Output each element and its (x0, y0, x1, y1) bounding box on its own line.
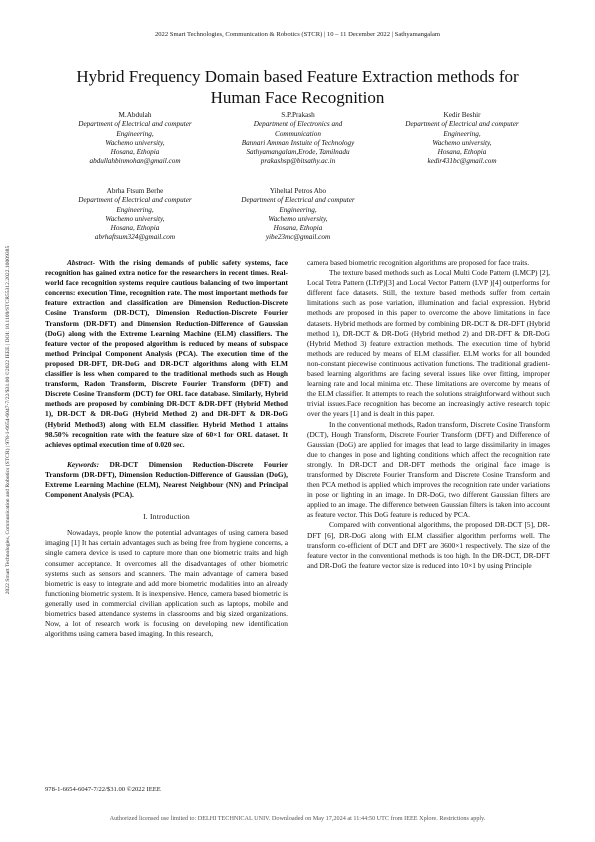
author-location: Sathyamangalam,Erode, Tamilnadu (246, 148, 350, 157)
footer-price-line: 978-1-6654-6047-7/22/$31.00 ©2022 IEEE (45, 786, 161, 793)
author-dept: Department of Electrical and computer (78, 196, 192, 205)
right-paragraph-2: The texture based methods such as Local Multi Code Pattern (LMCP) [2], Local Tetra Pattern (LTrP)[3] and Local Vector Pattern (LVP )[4] outperforms for different face datasets. Still, the texture based methods suffer from certain limitations such as pose variation, illumination and facial expression. Hybrid methods are proposed in this paper to overcome the above limitations in face datasets. Hybrid methods are formed by combining DR-DCT & DR-DFT (Hybrid method 1), DR-DCT & DR-DoG (Hybrid method 2) and DR-DFT & DR-DoG (Hybrid Method 3) feature extraction methods. The execution time of hybrid methods are reduced by means of ELM classifier. ELM works for all bounded non-constant piecewise continuous activation functions. The traditional gradient-based learning algorithms are facing several issues like over fitting, improper learning rate and local minima etc. These limitations are overcome by means of the ELM classifier. It attempts to reach the solutions straightforward without such trivial issues.Face recognition has become an increasingly active research topic over the years [1] and is dealt in this paper. (307, 268, 550, 419)
intro-paragraph: Nowadays, people know the potential advantages of using camera based imaging [1] It has certain advantages such as being free from hygiene concerns, a single camera device is used to capture more than one biometric traits and high consumer acceptance. It overcomes all the disadvantages of other biometric systems such as sensors and scanners. The main advantage of camera based biometric is easy to integrate and add more biometric modalities into an already functioning biometric system. It is inexpensive. Hence, camera based biometric is generally used in commercial civilian application such as laptops, mobile and biometrics based attendance systems in classrooms and big sized organizations. Now, a lot of research work is focusing on developing new identification algorithms using camera based imaging. In this research, (45, 528, 288, 639)
abstract-text: - With the rising demands of public safety systems, face recognition has gained extra notice for the researchers in recent times. Real-world face recognition systems require cautious balancing of two important concerns: execution Time, recognition rate. The most important methods for feature extraction and classification are Dimension Reduction-Discrete Cosine Transform (DR-DCT), Dimension Reduction-Discrete Fourier Transform (DR-DFT) and Dimension Reduction-Difference of Gaussian (DoG) along with the Extreme Learning Machine (ELM) classifiers. The feature vector of the proposed algorithm is reduced by means of subspace method Principal Component Analysis (PCA). The execution time of the proposed DR-DFT, DR-DoG and DR-DCT algorithms along with ELM classifier is less when compared to the traditional methods such as Hough transform, Radon Transform, Discrete Fourier Transform (DFT) and Discrete Cosine Transform (DCT) for ORL face database. Similarly, Hybrid methods are proposed by combining DR-DCT &DR-DFT (Hybrid Method 1), DR-DCT & DR-DoG (Hybrid Method 2) and DR-DFT & DR-DoG (Hybrid Method3) along with ELM classifier. Hybrid Method 1 attains 98.50% recognition rate with the feature size of 60×1 for ORL dataset. It achieves optimal execution time of 0.020 sec. (45, 258, 288, 449)
author-university: Wachemo university, (105, 214, 165, 223)
author-dept-2: Communication (275, 129, 321, 138)
title-line-1: Hybrid Frequency Domain based Feature Extraction methods for (76, 67, 519, 86)
side-identifier (2, 160, 14, 680)
right-paragraph-3: In the conventional methods, Radon transform, Discrete Cosine Transform (DCT), Hough Transform, Discrete Fourier Transform (DFT) and Difference of Gaussian (DoG) are applied for images that lead to large dissimilarity in images due to changes in pose and lighting conditions which affect the recognition rate strongly. In DR-DCT and DR-DFT methods the original face image is transformed by Discrete Fourier Transform and Discrete Cosine Transform and then PCA method is applied which improves the recognition rate under variations in pose or lighting in an image. In DR-DoG, two different Gaussian filters are applied to an image. The difference between Gaussian filters is taken into account as feature vector. This DoG feature is reduced by PCA. (307, 419, 550, 520)
author-dept: Department of Electrical and computer (241, 196, 355, 205)
author-dept-2: Engineering, (443, 129, 481, 138)
author-dept-2: Engineering, (279, 205, 317, 214)
author-university: Bannari Amman Instuite of Technology (241, 138, 355, 147)
left-column (45, 258, 288, 639)
keywords-label: Keywords: (67, 459, 100, 469)
author-location: Hosana, Ethopia (273, 224, 323, 233)
section-heading-introduction: I. Introduction (143, 512, 190, 522)
author-location: Hosana, Ethopia (110, 224, 160, 233)
author-block-1 (40, 111, 230, 167)
author-email: abdullahbinmohan@gmail.com (89, 157, 181, 166)
author-block-2 (203, 111, 393, 167)
author-email: kedir431bc@gmail.com (427, 157, 497, 166)
author-location: Hosana, Ethopia (437, 148, 487, 157)
author-block-4 (40, 187, 230, 243)
author-block-5 (203, 187, 393, 243)
keywords (45, 460, 288, 500)
author-name: M.Abdulah (118, 111, 152, 119)
author-dept-2: Engineering, (116, 129, 154, 138)
author-block-3 (367, 111, 557, 167)
author-location: Hosana, Ethopia (110, 148, 160, 157)
author-university: Wachemo university, (268, 214, 328, 223)
title-line-2: Human Face Recognition (210, 88, 385, 107)
abstract-label: Abstract (67, 258, 93, 267)
author-dept-2: Engineering, (116, 205, 154, 214)
author-name: Yiheltal Petros Abo (269, 187, 327, 195)
author-university: Wachemo university, (105, 138, 165, 147)
right-paragraph-4: Compared with conventional algorithms, the proposed DR-DCT [5], DR-DFT [6], DR-DoG along with ELM classifier algorithm performs well. The transform co-efficient of DCT and DFT are 3600×1 respectively. The size of the feature vector in the conventional methods is too high. In the DR-DCT, DR-DFT and DR-DoG the feature vector size is reduced into 10×1 by using Principle (307, 520, 550, 570)
author-name: Abrha Ftsum Berhe (106, 187, 164, 195)
author-name: Kedir Beshir (443, 111, 481, 119)
author-email: abrhaftsum324@gmail.com (94, 233, 176, 242)
license-notice: Authorized licensed use limited to: DELHI TECHNICAL UNIV. Downloaded on May 17,2024 at 11:44:50 UTC from IEEE Xplore. Restrictions apply. (109, 815, 486, 822)
author-dept: Department of Electrical and computer (78, 120, 192, 129)
conference-header: 2022 Smart Technologies, Communication & Robotics (STCR) | 10 – 11 December 2022 | Sathyamangalam (154, 31, 441, 38)
author-email: prakashsp@bitsathy.ac.in (260, 157, 336, 166)
side-identifier-text: 2022 Smart Technologies, Communication and Robotics (STCR) | 978-1-6654-6047-7/22/$31.00 ©2022 IEEE | DOI: 10.1109/STCR55312.2022.10009385 (5, 245, 11, 595)
abstract (45, 258, 288, 450)
right-paragraph-1: camera based biometric recognition algorithms are proposed for face traits. (307, 258, 530, 267)
author-name: S.P.Prakash (281, 111, 315, 119)
author-email: yibe23mc@gmail.com (265, 233, 331, 242)
author-university: Wachemo university, (432, 138, 492, 147)
right-column (307, 258, 550, 571)
author-dept: Department of Electronics and (253, 120, 343, 129)
keywords-text: DR-DCT Dimension Reduction-Discrete Fourier Transform (DR-DFT), Dimension Reduction-Difference of Gaussian (DoG), Extreme Learning Machine (ELM), Nearest Neighbour (NN) and Principal Component Analysis (PCA). (45, 459, 288, 500)
author-dept: Department of Electrical and computer (405, 120, 519, 129)
paper-title (40, 66, 555, 108)
